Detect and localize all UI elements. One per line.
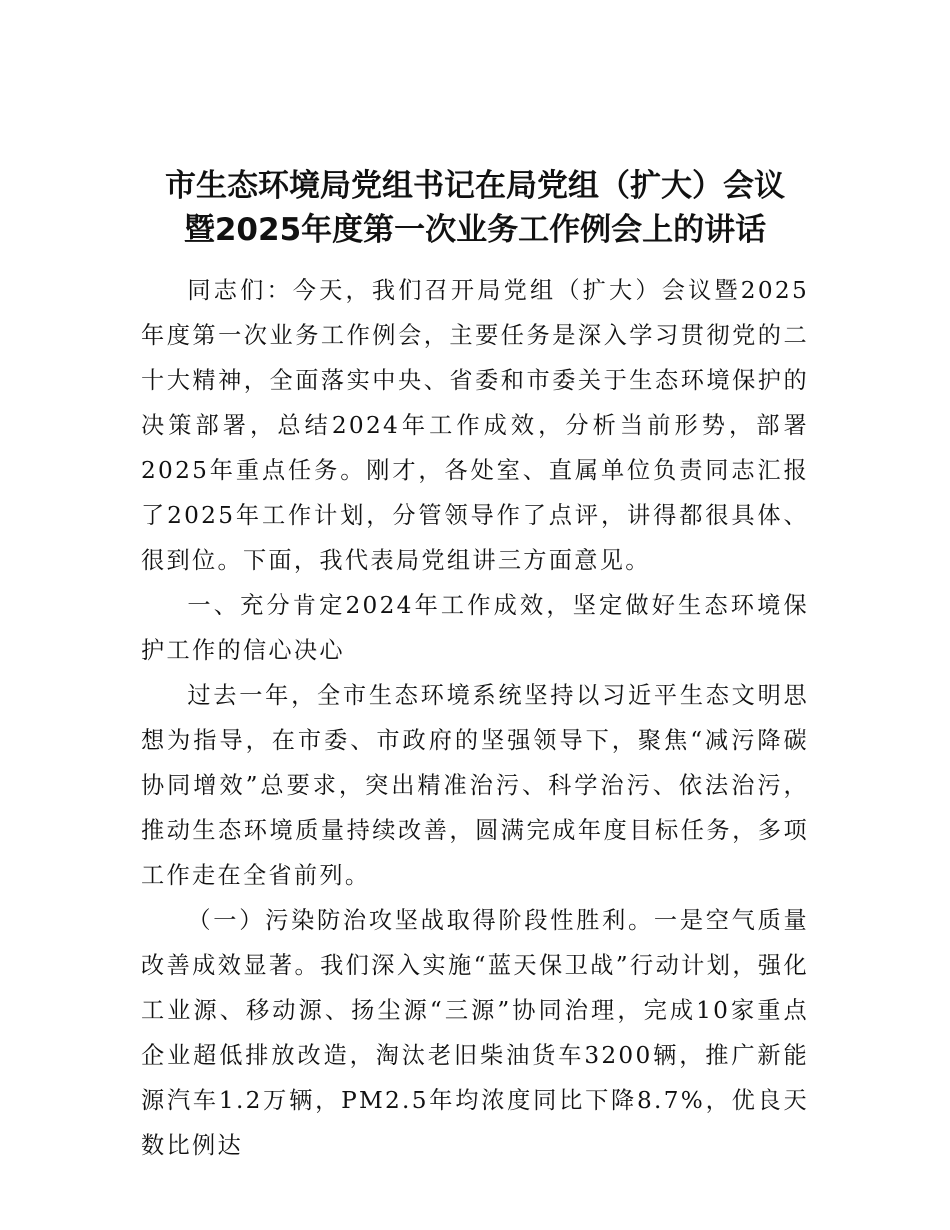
document-title-line-2: 暨2025年度第一次业务工作例会上的讲话 <box>183 212 767 248</box>
subsection-1-paragraph: （一）污染防治攻坚战取得阶段性胜利。一是空气质量改善成效显著。我们深入实施“蓝天保卫战”行动计划，强化工业源、移动源、扬尘源“三源”协同治理，完成10家重点企业超低排放改造，淘汰老旧柴油货车3200辆，推广新能源汽车1.2万辆，PM2.5年均浓度同比下降8.7%，优良天数比例达 <box>141 907 809 1159</box>
section-heading-1: 一、充分肯定2024年工作成效，坚定做好生态环境保护工作的信心决心 <box>141 592 809 664</box>
section-1-intro-paragraph: 过去一年，全市生态环境系统坚持以习近平生态文明思想为指导，在市委、市政府的坚强领导下，聚焦“减污降碳协同增效”总要求，突出精准治污、科学治污、依法治污，推动生态环境质量持续改善，圆满完成年度目标任务，多项工作走在全省前列。 <box>141 682 809 889</box>
document-title-line-1: 市生态环境局党组书记在局党组（扩大）会议 <box>165 168 785 204</box>
opening-paragraph: 同志们：今天，我们召开局党组（扩大）会议暨2025年度第一次业务工作例会，主要任务是深入学习贯彻党的二十大精神，全面落实中央、省委和市委关于生态环境保护的决策部署，总结2024年工作成效，分析当前形势，部署2025年重点任务。刚才，各处室、直属单位负责同志汇报了2025年工作计划，分管领导作了点评，讲得都很具体、很到位。下面，我代表局党组讲三方面意见。 <box>141 277 809 574</box>
